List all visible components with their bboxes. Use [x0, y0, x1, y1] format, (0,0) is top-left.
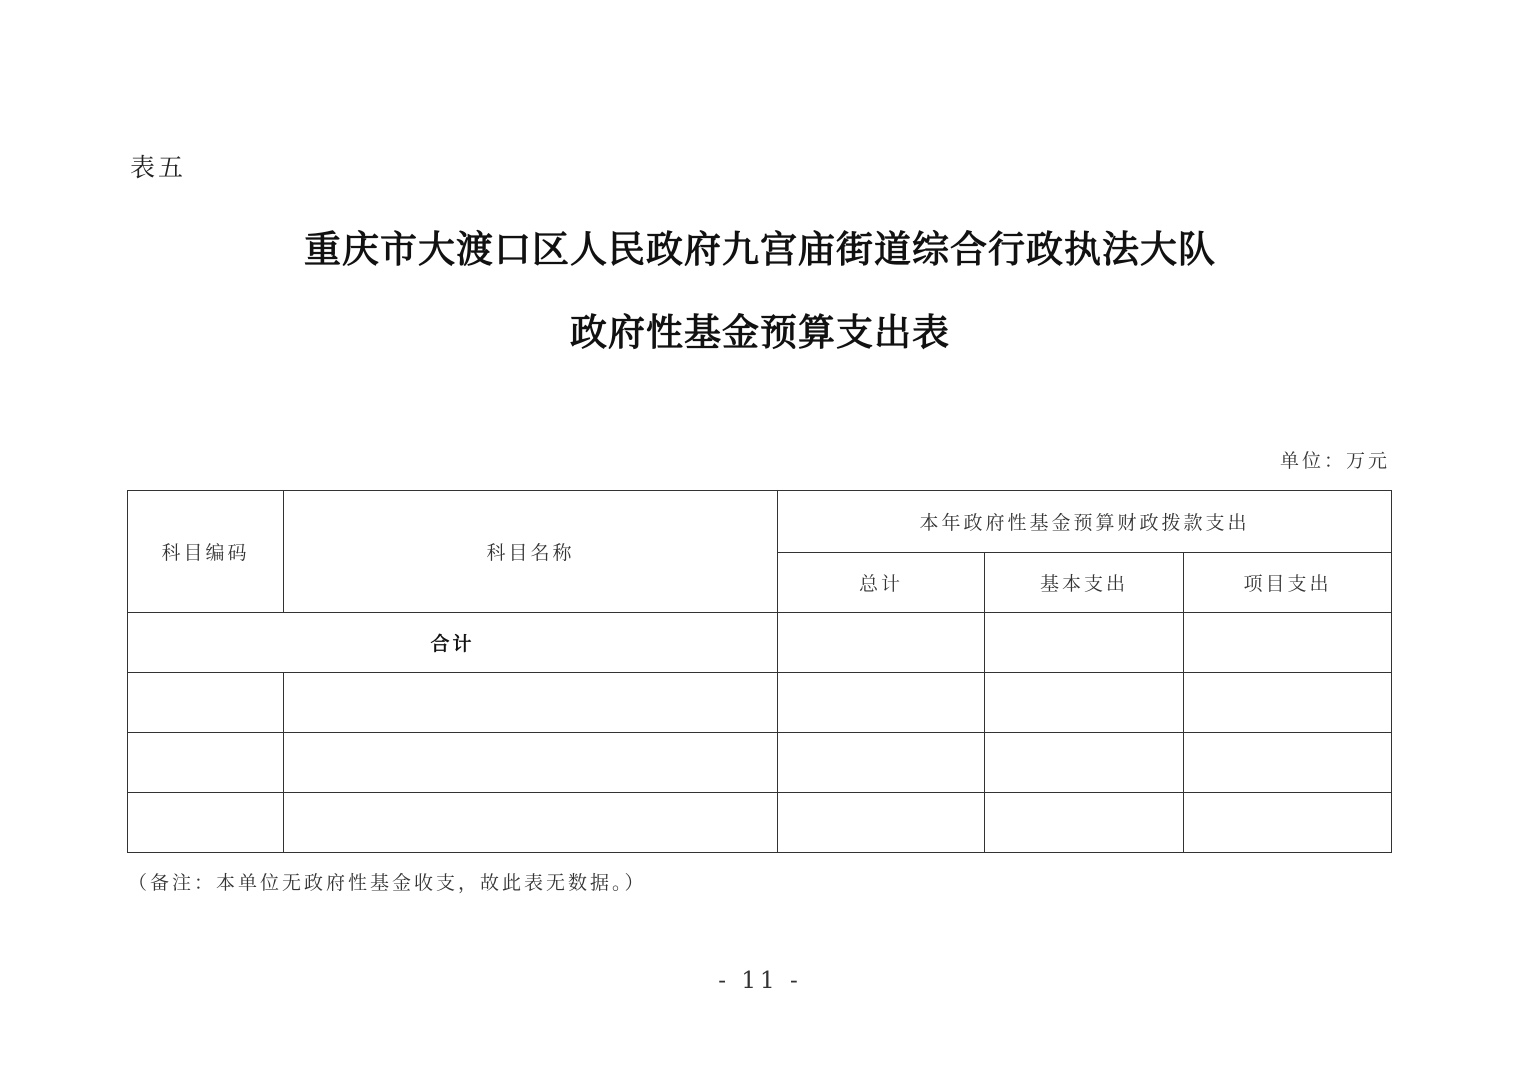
header-current-year-expenditure: 本年政府性基金预算财政拨款支出	[778, 491, 1392, 553]
row-project	[1184, 673, 1392, 733]
row-basic	[985, 673, 1184, 733]
table-row	[128, 733, 1392, 793]
row-code	[128, 673, 284, 733]
table-row	[128, 673, 1392, 733]
table-note: （备注：本单位无政府性基金收支，故此表无数据。）	[128, 872, 647, 894]
header-subject-code: 科目编码	[128, 491, 284, 613]
total-row-project	[1184, 613, 1392, 673]
header-project-expenditure: 项目支出	[1184, 553, 1392, 613]
row-name	[284, 733, 778, 793]
row-code	[128, 793, 284, 853]
total-row-label: 合计	[128, 613, 778, 673]
total-row-total	[778, 613, 985, 673]
row-total	[778, 733, 985, 793]
unit-label: 单位：万元	[1279, 450, 1390, 472]
header-basic-expenditure: 基本支出	[985, 553, 1184, 613]
row-basic	[985, 733, 1184, 793]
total-row	[128, 613, 1392, 673]
document-title: 重庆市大渡口区人民政府九宫庙街道综合行政执法大队	[304, 227, 1216, 271]
document-subtitle: 政府性基金预算支出表	[570, 310, 950, 354]
row-name	[284, 793, 778, 853]
header-total: 总计	[778, 553, 985, 613]
table-row	[128, 793, 1392, 853]
row-name	[284, 673, 778, 733]
total-row-basic	[985, 613, 1184, 673]
header-subject-name: 科目名称	[284, 491, 778, 613]
table-label: 表五	[130, 153, 187, 182]
row-code	[128, 733, 284, 793]
row-basic	[985, 793, 1184, 853]
row-project	[1184, 733, 1392, 793]
page-number: - 11 -	[718, 968, 802, 994]
row-total	[778, 793, 985, 853]
row-total	[778, 673, 985, 733]
budget-table	[127, 490, 1392, 853]
header-row	[128, 491, 1392, 553]
row-project	[1184, 793, 1392, 853]
